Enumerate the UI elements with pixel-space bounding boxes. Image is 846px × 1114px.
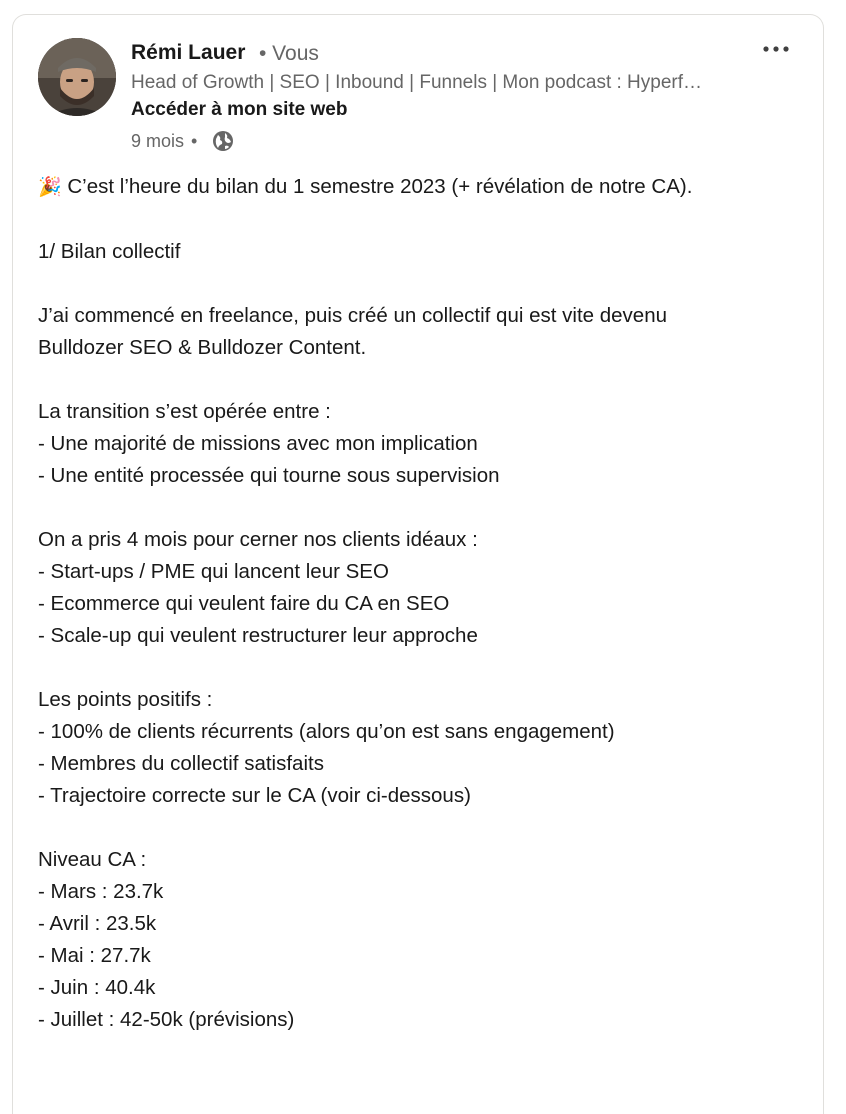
- more-options-button[interactable]: [759, 39, 793, 59]
- author-name[interactable]: Rémi Lauer: [131, 41, 246, 64]
- post-timestamp: 9 mois: [131, 130, 185, 151]
- post-body-text: 1/ Bilan collectif J’ai commencé en freelance, puis créé un collectif qui est vite devenu Bulldozer SEO & Bulldozer Content. La transition s’est opérée entre : - Une majorité de missions avec mon implication - Une entité processée qui tourne sous supervision On a pris 4 mois pour cerner nos clients idéaux : - Start-ups / PME qui lancent leur SEO - Ecommerce qui veulent faire du CA en SEO - Scale-up qui veulent restructurer leur approche Les points positifs : - 100% de clients récurrents (alors qu’on est sans engagement) - Membres du collectif satisfaits - Trajectoire correcte sur le CA (voir ci-dessous) Niveau CA : - Mars : 23.7k - Avril : 23.5k - Mai : 27.7k - Juin : 40.4k - Juillet : 42-50k (prévisions): [38, 240, 668, 1031]
- author-relation-badge: • Vous: [259, 42, 319, 65]
- meta-separator: •: [191, 130, 198, 151]
- post-first-line: C’est l’heure du bilan du 1 semestre 2023 (+ révélation de notre CA).: [61, 175, 693, 198]
- profile-photo: [38, 38, 116, 116]
- website-link[interactable]: Accéder à mon site web: [131, 99, 348, 120]
- author-headline: Head of Growth | SEO | Inbound | Funnels | Mon podcast : Hyperf…: [131, 72, 703, 93]
- party-popper-emoji: 🎉: [38, 177, 62, 198]
- post-text: [38, 171, 808, 1036]
- author-avatar[interactable]: [38, 38, 116, 116]
- post-card: [12, 14, 824, 1114]
- more-horizontal-icon: [763, 46, 789, 52]
- globe-icon: [211, 129, 235, 153]
- post-meta: [131, 129, 235, 153]
